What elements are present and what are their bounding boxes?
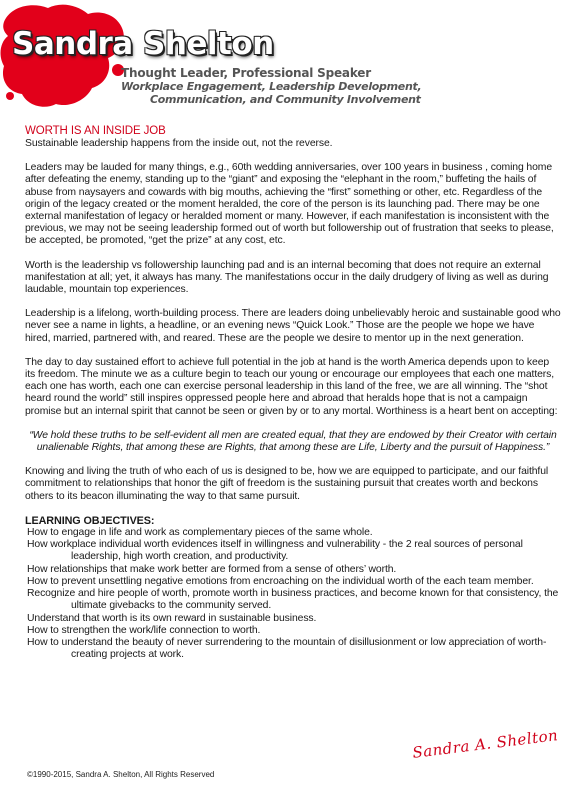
tagline-focus-2: Communication, and Community Involvement (150, 93, 421, 106)
paragraph: The day to day sustained effort to achieve full potential in the job at hand is the worth America depends upon to keep its freedom. The minute we as a culture begin to teach our young or encourage our employees that each one matters, each one has worth, each one can exercise personal leadership in this land of the free, we are all winning. The “shot heard round the world” still inspires oppressed people here and abroad that heralds hope that is not a campaign promise but an internal spirit that cannot be seen or given by or to any mortal. Worthiness is a heart bent on accepting: (25, 356, 558, 417)
list-item: How relationships that make work better are formed from a sense of others’ worth. (27, 563, 397, 575)
header (0, 0, 584, 120)
signature: Sandra A. Shelton (411, 726, 560, 762)
article-heading: WORTH IS AN INSIDE JOB (25, 125, 166, 137)
closing-paragraph: Knowing and living the truth of who each of us is designed to be, how we are equipped to participate, and our faithful commitment to relationships that honor the gift of freedom is the sustaining pursuit that creates worth and beckons others to its beacon illuminating the way to that same pursuit. (25, 466, 549, 502)
list-item: How to understand the beauty of never surrendering to the mountain of disillusionment or low appreciation of worth-creating projects at work. (27, 636, 547, 661)
copyright-footer: ©1990-2015, Sandra A. Shelton, All Rights Reserved (27, 770, 215, 779)
paragraph: Leaders may be lauded for many things, e.g., 60th wedding anniversaries, over 100 years in business , coming home after defeating the enemy, standing up to the “giant” and exposing the “elephant in the room,” buffeting the hails of abuse from naysayers and cowards with big mouths, achieving the “first” something or other, etc. Regardless of the origin of the legacy created or the moment heralded, the core of the person is its launching pad. There may be one external manifestation of legacy or heralded moment or many. However, if each manifestation is inconsistent with the previous, we may not be seeing leadership formed out of worth but followership out of frustration that seeks to please, be accepted, be promoted, “get the prize” at any cost, etc. (25, 162, 554, 247)
list-item: How to prevent unsettling negative emotions from encroaching on the individual worth of the each team member. (27, 575, 534, 587)
tagline-focus-1: Workplace Engagement, Leadership Development, (121, 80, 422, 93)
list-item: Understand that worth is its own reward in sustainable business. (27, 612, 317, 624)
list-item: How to strengthen the work/life connection to worth. (27, 624, 261, 636)
declaration-quote: “We hold these truths to be self-evident all men are created equal, that they are endowed by their Creator with certain unalienable Rights, that among these are Rights, that among these are Life, Liberty and the pursuit of Happiness.” (29, 429, 557, 454)
brand-name: Sandra Shelton (12, 26, 274, 62)
paragraph: Worth is the leadership vs followership launching pad and is an internal becoming that does not require an external manifestation at all; yet, it always has many. The manifestations occur in the daily drudgery of living as well as during laudable, mountain top experiences. (25, 259, 549, 296)
list-item: How workplace individual worth evidences itself in willingness and vulnerability - the 2 real sources of personal leadership, high worth creation, and productivity. (27, 539, 523, 563)
objectives-list (25, 527, 561, 661)
tagline-role: Thought Leader, Professional Speaker (121, 66, 371, 80)
list-item: Recognize and hire people of worth, promote worth in business practices, and become known for that consistency, the ultimate givebacks to the community served. (27, 588, 559, 612)
objectives-title: LEARNING OBJECTIVES: (25, 514, 155, 527)
article-body (25, 125, 561, 661)
article-subheading: Sustainable leadership happens from the inside out, not the reverse. (25, 138, 333, 149)
list-item: How to engage in life and work as complementary pieces of the same whole. (27, 527, 373, 539)
paragraph: Leadership is a lifelong, worth-building process. There are leaders doing unbelievably heroic and sustainable good who never see a name in lights, a headline, or an evening news “Quick Look.” Those are the people we hope we have hired, married, partnered with, and reared. These are the people we desire to mentor up in the next generation. (25, 308, 561, 344)
